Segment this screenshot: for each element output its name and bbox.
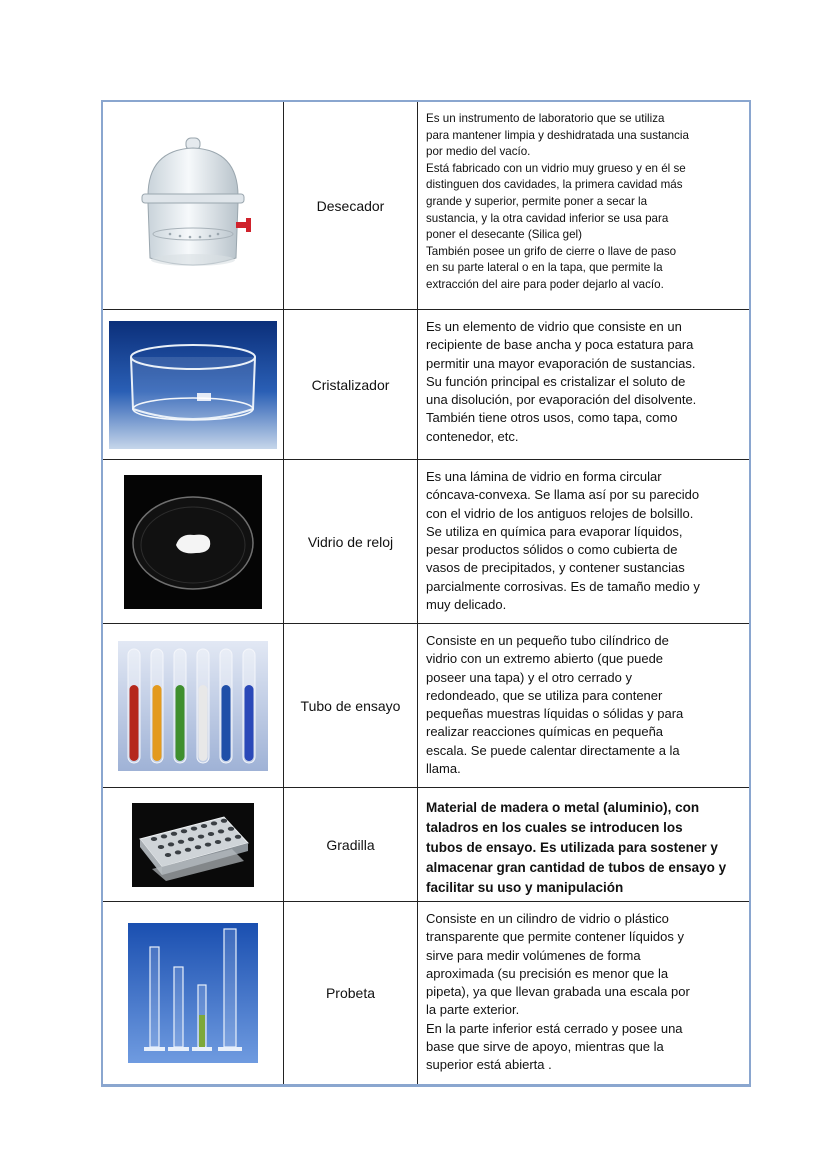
tube-liquid (245, 685, 254, 761)
rack-hole (175, 850, 181, 854)
material-description: Es un elemento de vidrio que consiste en un recipiente de base ancha y poca estatura para permitir una mayor evaporación de sustancias. Su función principal es cristalizar el soluto de una disolución, por evaporación del disolvente. También tiene otros usos, como tapa, como contenedor, etc. (426, 319, 697, 444)
rack-hole (208, 832, 214, 836)
rack-hole (168, 842, 174, 846)
tube-liquid (222, 685, 231, 761)
rack-hole (228, 826, 234, 830)
material-name: Vidrio de reloj (284, 460, 418, 623)
material-name: Desecador (284, 102, 418, 309)
rack-hole (181, 829, 187, 833)
table-row-gradilla (103, 788, 749, 902)
rack-hole (211, 821, 217, 825)
table-row-cristalizador (103, 310, 749, 460)
table-row-vidrio-de-reloj (103, 460, 749, 624)
image-cell (103, 788, 284, 901)
rack-hole (188, 837, 194, 841)
table-row-desecador (103, 102, 749, 310)
image-cell (103, 460, 284, 623)
test-tube-rack-image (132, 803, 254, 887)
material-description: Material de madera o metal (aluminio), con taladros en los cuales se introducen los tubos de ensayo. Es utilizada para sostener y almacenar gran cantidad de tubos de ensayo y facilitar su uso y manipulación (426, 800, 727, 895)
image-cell (103, 310, 284, 459)
watch-glass-image (124, 475, 262, 609)
lab-materials-table (101, 100, 751, 1087)
material-description: Consiste en un pequeño tubo cilíndrico de vidrio con un extremo abierto (que puede poseer una tapa) y el otro cerrado y redondeado, que se utiliza para contener pequeñas muestras líquidas o sólidas y para realizar reacciones químicas en pequeña escala. Se puede calentar directamente a la llama. (426, 633, 684, 777)
rack-hole (198, 834, 204, 838)
table-row-tubo-de-ensayo (103, 624, 749, 788)
tube-liquid (130, 685, 139, 761)
material-name: Cristalizador (284, 310, 418, 459)
material-description: Es una lámina de vidrio en forma circular cóncava-convexa. Se llama así por su parecido con el vidrio de los antiguos relojes de bolsillo. Se utiliza en química para evaporar líquidos, pesar productos sólidos o como cubierta de vasos de precipitados, y contener sustancias parcialmente corrosivas. Es de tamaño medio y muy delicado. (426, 469, 700, 613)
rack-hole (151, 837, 157, 841)
material-name: Probeta (284, 902, 418, 1084)
rack-hole (195, 845, 201, 849)
image-cell (103, 902, 284, 1084)
rack-hole (165, 853, 171, 857)
image-cell (103, 624, 284, 787)
rack-hole (218, 829, 224, 833)
rack-hole (158, 845, 164, 849)
graduated-cylinder-image (128, 923, 258, 1063)
image-cell (103, 102, 284, 309)
material-description: Consiste en un cilindro de vidrio o plástico transparente que permite contener líquidos y sirve para medir volúmenes de forma aproximada (su precisión es menor que la pipeta), ya que llevan grabada una escala por la parte exterior. En la parte inferior está cerrado y posee una base que sirve de apoyo, mientras que la superior está abierta . (426, 911, 690, 1073)
material-name: Gradilla (284, 788, 418, 901)
desiccator-image (118, 126, 268, 286)
rack-hole (225, 837, 231, 841)
tube-liquid (176, 685, 185, 761)
material-name: Tubo de ensayo (284, 624, 418, 787)
rack-hole (235, 834, 241, 838)
material-description: Es un instrumento de laboratorio que se utiliza para mantener limpia y deshidratada una sustancia por medio del vacío. Está fabricado con un vidrio muy grueso y en él se distinguen dos cavidades, la primera cavidad más grande y superior, permite poner a secar la sustancia, y la otra cavidad inferior se usa para poner el desecante (Silica gel) También posee un grifo de cierre o llave de paso en su parte lateral o en la tapa, que permite la extracción del aire para poder dejarlo al vacío. (426, 112, 689, 291)
rack-hole (205, 842, 211, 846)
rack-hole (171, 831, 177, 835)
crystallizer-image (109, 321, 277, 449)
rack-hole (161, 834, 167, 838)
tube-liquid (153, 685, 162, 761)
rack-hole (191, 826, 197, 830)
table-row-probeta (103, 902, 749, 1084)
rack-hole (215, 840, 221, 844)
rack-hole (178, 839, 184, 843)
test-tubes-image (118, 641, 268, 771)
rack-hole (221, 818, 227, 822)
rack-hole (201, 824, 207, 828)
tube-liquid (199, 685, 208, 761)
rack-hole (185, 847, 191, 851)
